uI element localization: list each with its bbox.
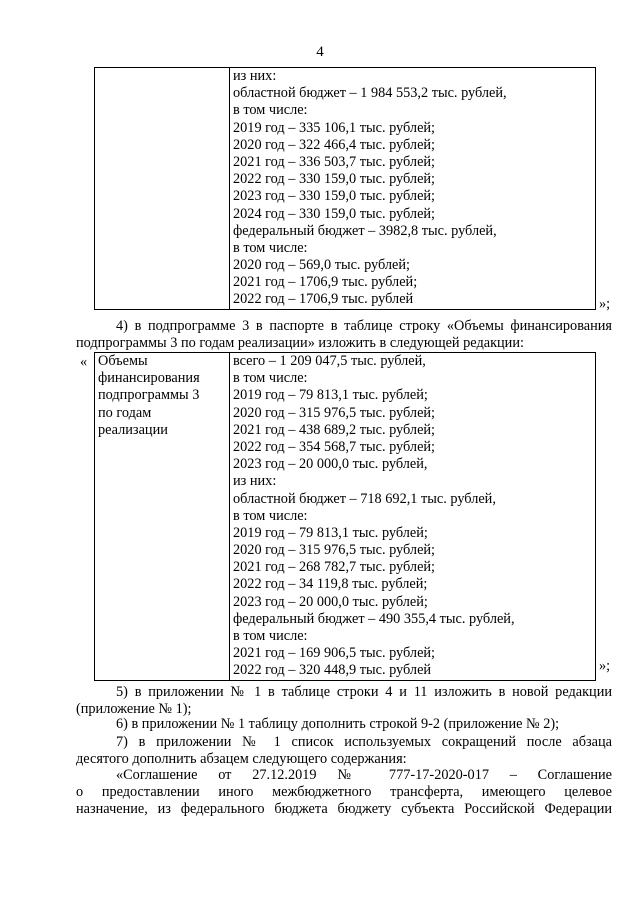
cell-line: областной бюджет – 1 984 553,2 тыс. рублей, xyxy=(233,85,507,102)
cell-line: 2022 год – 354 568,7 тыс. рублей; xyxy=(233,438,436,455)
cell-line: в том числе: xyxy=(233,507,308,524)
paragraph-line: 5) в приложении № 1 в таблице строки 4 и 11 изложить в новой редакции xyxy=(116,684,612,700)
cell-line: 2019 год – 79 813,1 тыс. рублей; xyxy=(233,524,428,541)
cell-line: из них: xyxy=(233,68,277,84)
cell-line: в том числе: xyxy=(233,628,308,644)
paragraph-line: десятого дополнить абзацем следующего содержания: xyxy=(76,751,407,768)
cell-line: 2019 год – 335 106,1 тыс. рублей; xyxy=(233,119,436,136)
cell-line: 2022 год – 330 159,0 тыс. рублей; xyxy=(233,171,436,188)
cell-line: в том числе: xyxy=(233,370,308,387)
cell-line: 2024 год – 330 159,0 тыс. рублей; xyxy=(233,205,436,222)
paragraph-line: 6) в приложении № 1 таблицу дополнить строкой 9-2 (приложение № 2); xyxy=(116,716,560,732)
paragraph-5 xyxy=(76,684,612,718)
cell-line: федеральный бюджет – 3982,8 тыс. рублей, xyxy=(233,222,497,239)
funding-table-subprogram-3 xyxy=(94,352,596,681)
table-right-cell xyxy=(230,68,596,310)
cell-line: 2023 год – 330 159,0 тыс. рублей; xyxy=(233,188,436,205)
cell-line: 2020 год – 569,0 тыс. рублей; xyxy=(233,257,411,274)
closing-quote-mark: »; xyxy=(599,658,611,674)
cell-line: подпрограммы 3 xyxy=(98,387,200,404)
paragraph-line: 4) в подпрограмме 3 в паспорте в таблице строку «Объемы финансирования xyxy=(116,318,612,334)
table-left-cell xyxy=(95,353,230,681)
table-right-cell xyxy=(230,353,596,681)
cell-line: 2021 год – 336 503,7 тыс. рублей; xyxy=(233,153,436,170)
cell-line: 2023 год – 20 000,0 тыс. рублей, xyxy=(233,456,428,473)
cell-line: финансирования xyxy=(98,370,200,387)
cell-line: федеральный бюджет – 490 355,4 тыс. рублей, xyxy=(233,610,515,627)
cell-line: 2019 год – 79 813,1 тыс. рублей; xyxy=(233,387,428,404)
cell-line: 2021 год – 438 689,2 тыс. рублей; xyxy=(233,421,436,438)
cell-line: 2021 год – 268 782,7 тыс. рублей; xyxy=(233,559,436,576)
paragraph-line: 7) в приложении № 1 список используемых сокращений после абзаца xyxy=(116,734,612,750)
cell-line: 2020 год – 322 466,4 тыс. рублей; xyxy=(233,136,436,153)
table-left-cell xyxy=(95,68,230,310)
paragraph-7 xyxy=(76,734,612,768)
table-row xyxy=(95,68,596,310)
cell-line: всего – 1 209 047,5 тыс. рублей, xyxy=(233,353,426,369)
paragraph-line: (приложение № 1); xyxy=(76,701,192,718)
cell-line: 2020 год – 315 976,5 тыс. рублей; xyxy=(233,404,436,421)
opening-quote-mark: « xyxy=(80,354,88,370)
cell-line: 2022 год – 320 448,9 тыс. рублей xyxy=(233,662,432,679)
cell-line: 2021 год – 169 906,5 тыс. рублей; xyxy=(233,645,436,662)
funding-table-continued xyxy=(94,67,596,310)
paragraph-8 xyxy=(76,767,612,819)
paragraph-line: подпрограммы 3 по годам реализации» изложить в следующей редакции: xyxy=(76,335,524,352)
cell-line: 2023 год – 20 000,0 тыс. рублей; xyxy=(233,593,428,610)
cell-line: 2020 год – 315 976,5 тыс. рублей; xyxy=(233,542,436,559)
paragraph-line: «Соглашение от 27.12.2019 № 777-17-2020-017 – Соглашение xyxy=(116,767,612,783)
paragraph-line: назначение, из федерального бюджета бюджету субъекта Российской Федерации xyxy=(76,801,612,818)
cell-line: 2022 год – 34 119,8 тыс. рублей; xyxy=(233,576,428,593)
cell-line: в том числе: xyxy=(233,102,308,119)
paragraph-6 xyxy=(76,716,612,733)
cell-line: 2022 год – 1706,9 тыс. рублей xyxy=(233,291,414,308)
paragraph-4 xyxy=(76,318,612,352)
cell-line: в том числе: xyxy=(233,239,308,256)
cell-line: по годам xyxy=(98,404,152,421)
table-row xyxy=(95,353,596,681)
cell-line: 2021 год – 1706,9 тыс. рублей; xyxy=(233,274,418,291)
paragraph-line: о предоставлении иного межбюджетного трансферта, имеющего целевое xyxy=(76,784,612,801)
cell-line: из них: xyxy=(233,473,277,490)
cell-line: Объемы xyxy=(98,353,148,369)
cell-line: реализации xyxy=(98,421,168,438)
page-number: 4 xyxy=(316,44,324,60)
cell-line: областной бюджет – 718 692,1 тыс. рублей, xyxy=(233,490,496,507)
closing-quote-mark: »; xyxy=(599,296,611,312)
